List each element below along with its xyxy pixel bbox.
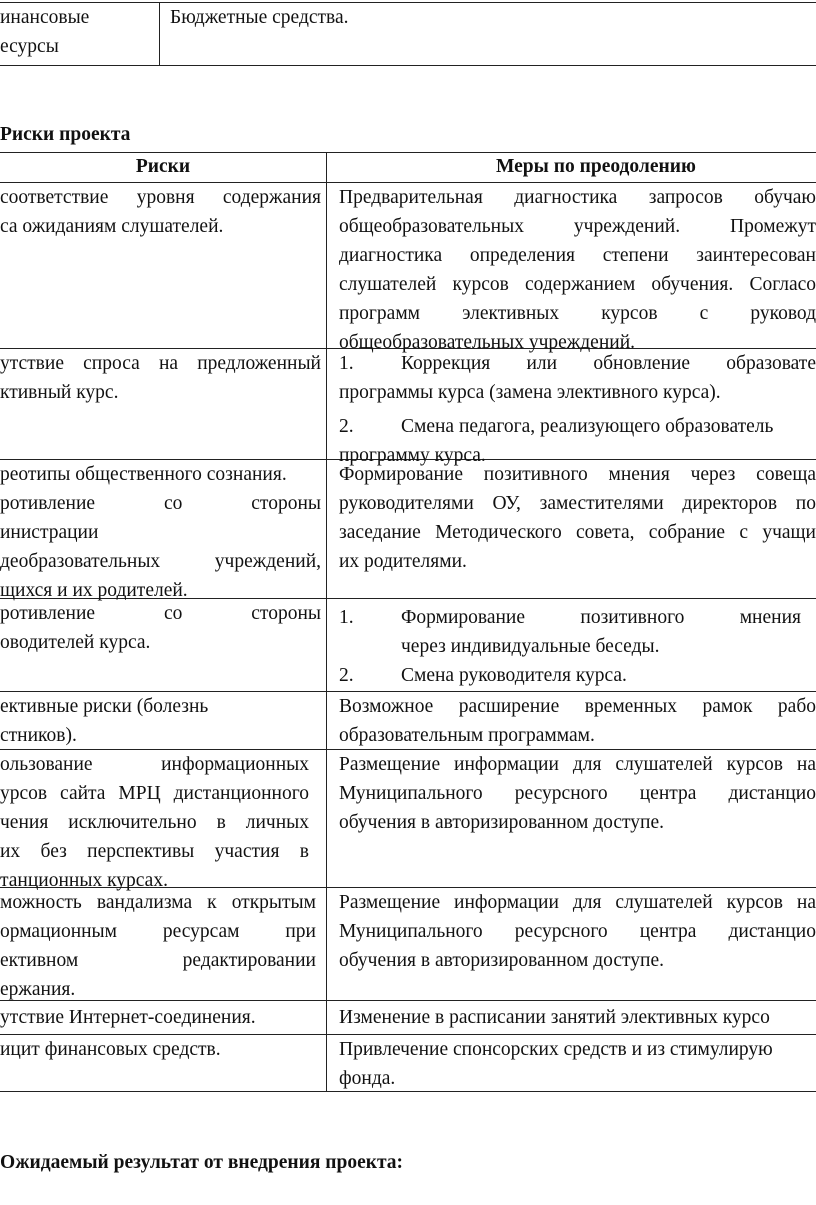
top-table-divider <box>159 2 160 65</box>
risk-cell: ользование информационных урсов сайта МРЦ дистанционного чения исключительно в личных их без перспективы участия в танционных курсах. <box>0 754 309 891</box>
measure-cell: Предварительная диагностика запросов обучаю общеобразовательных учреждений. Промежут диагностика определения степени заинтересован слушателей курсов содержанием обучения. Согласо программ элективных курсов с руковод общеобразовательных учреждений. <box>339 187 816 353</box>
header-measures: Меры по преодолению <box>496 156 696 177</box>
resources-value: Бюджетные средства. <box>170 7 349 28</box>
risks-heading: Риски проекта <box>0 124 131 145</box>
measure-item: 1. Коррекция или обновление образовате <box>339 353 816 374</box>
top-table-border-bottom <box>0 65 816 66</box>
risk-cell: соответствие уровня содержания са ожиданиям слушателей. <box>0 187 321 237</box>
risk-cell: можность вандализма к открытым ормационным ресурсам при ективном редактировании ержания. <box>0 892 316 1000</box>
risk-cell: утствие Интернет-соединения. <box>0 1007 256 1028</box>
measure-cell: Формирование позитивного мнения через совеща руководителями ОУ, заместителями директоров по заседание Методического совета, собрание с учащи их родителями. <box>339 464 816 572</box>
measure-item: 2. Смена педагога, реализующего образователь <box>339 416 774 437</box>
risk-cell: ективные риски (болезнь стников). <box>0 696 209 746</box>
risk-cell: ицит финансовых средств. <box>0 1039 221 1060</box>
measure-cell: 1. Формирование позитивного мнения через индивидуальные беседы. 2. Смена руководителя курса. <box>339 603 816 690</box>
measure-cell: Изменение в расписании занятий элективных курсо <box>339 1007 770 1028</box>
measure-cell: Возможное расширение временных рамок рабо образовательным программам. <box>339 696 816 746</box>
measure-cell: 1. Коррекция или обновление образовате программы курса (замена элективного курса). 2. Смена педагога, реализующего образователь программу курса. <box>339 349 816 470</box>
measure-item: 2. Смена руководителя курса. <box>339 665 627 686</box>
measure-cell: Привлечение спонсорских средств и из стимулирую фонда. <box>339 1039 773 1089</box>
risk-cell: реотипы общественного сознания. ротивление со стороны инистрации деобразовательных учреждений, щихся и их родителей. <box>0 464 321 601</box>
resources-label-line: инансовые <box>0 7 90 28</box>
header-risks: Риски <box>135 156 191 177</box>
expected-result-heading: Ожидаемый результат от внедрения проекта: <box>0 1152 404 1173</box>
measure-item: 1. Формирование позитивного мнения <box>339 607 801 628</box>
resources-label <box>0 3 155 61</box>
resources-label-line: есурсы <box>0 36 59 57</box>
risk-cell: ротивление со стороны оводителей курса. <box>0 603 321 653</box>
risk-cell: утствие спроса на предложенный ктивный курс. <box>0 353 321 403</box>
measure-cell: Размещение информации для слушателей курсов на Муниципального ресурсного центра дистанцио обучения в авторизированном доступе. <box>339 892 816 971</box>
measure-cell: Размещение информации для слушателей курсов на Муниципального ресурсного центра дистанцио обучения в авторизированном доступе. <box>339 754 816 833</box>
